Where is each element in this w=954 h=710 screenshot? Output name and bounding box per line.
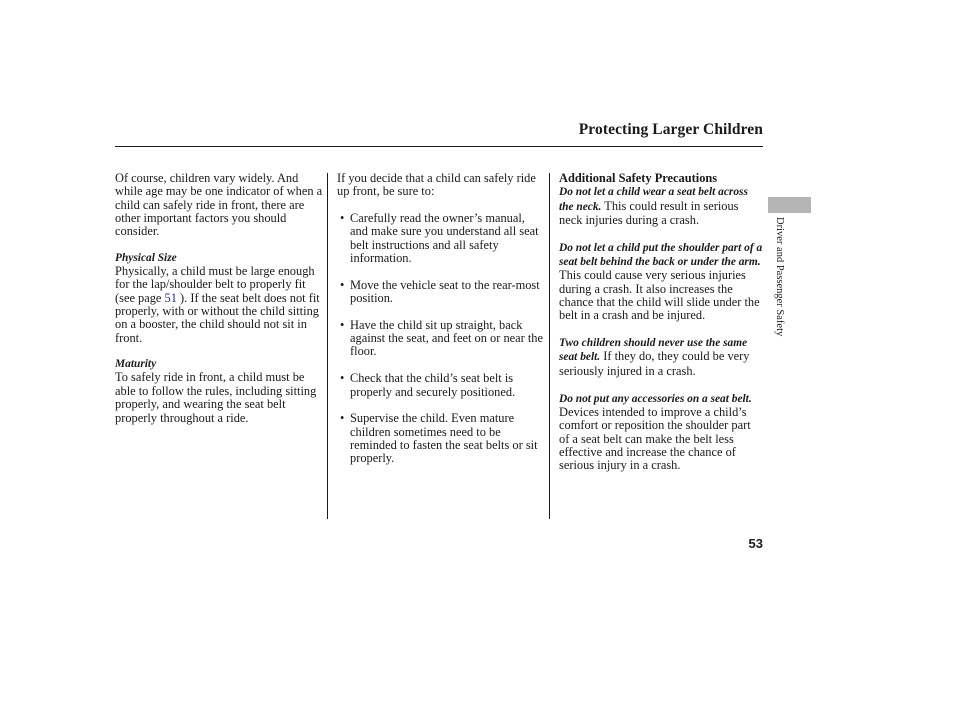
list-item: • Carefully read the owner’s manual, and make sure you understand all seat belt instructions and all safety information.	[337, 212, 544, 265]
list-item: • Check that the child’s seat belt is properly and securely positioned.	[337, 372, 544, 399]
precaution-text: This could cause very serious injuries during a crash. It also increases the chance that the child will slide under the belt in a crash and be injured.	[559, 268, 760, 323]
physical-size-text-end: ). If the seat belt does not fit properly, with or without the child sitting on a booster, the child should not sit in front.	[115, 290, 320, 345]
column-middle	[337, 172, 544, 466]
column-divider	[327, 173, 328, 519]
maturity-paragraph: To safely ride in front, a child must be able to follow the rules, including sitting properly, and wearing the seat belt properly throughout a ride.	[115, 370, 317, 425]
title-rule	[115, 146, 763, 147]
checklist	[337, 212, 544, 466]
front-seat-intro: If you decide that a child can safely ride up front, be sure to:	[337, 171, 536, 199]
precaution-lead: Do not let a child put the shoulder part of a seat belt behind the back or under the arm.	[559, 241, 763, 269]
section-side-label: Driver and Passenger Safety	[774, 217, 785, 337]
precaution-text: Devices intended to improve a child’s comfort or reposition the shoulder part of a seat belt can make the belt less effective and increase the chance of serious injury in a crash.	[559, 404, 751, 473]
maturity-heading: Maturity	[115, 358, 157, 371]
precaution-item	[559, 336, 763, 378]
precaution-lead: Do not let a child wear a seat belt across the neck.	[559, 186, 748, 213]
physical-size-text: Physically, a child must be large enough for the lap/shoulder belt to properly fit (see page	[115, 264, 315, 305]
list-item: • Supervise the child. Even mature children sometimes need to be reminded to fasten the seat belts or sit properly.	[337, 412, 544, 465]
section-tab-marker	[768, 197, 811, 213]
physical-size-heading: Physical Size	[115, 251, 177, 264]
precautions-heading: Additional Safety Precautions	[559, 171, 718, 185]
precaution-text: If they do, they could be very seriously injured in a crash.	[559, 349, 750, 378]
precaution-text: This could result in serious neck injuries during a crash.	[559, 198, 739, 228]
precaution-lead: Two children should never use the same seat belt.	[559, 337, 748, 364]
intro-paragraph: Of course, children vary widely. And while age may be one indicator of when a child can safely ride in front, there are other important factors you should consider.	[115, 171, 323, 239]
page-51-link[interactable]: 51	[164, 290, 177, 305]
list-item: • Move the vehicle seat to the rear-most position.	[337, 279, 544, 306]
physical-size-paragraph	[115, 265, 323, 345]
precaution-item	[559, 392, 763, 473]
precaution-lead: Do not put any accessories on a seat belt.	[559, 392, 752, 405]
column-right	[559, 172, 763, 473]
precaution-item	[559, 185, 763, 227]
precaution-item	[559, 241, 763, 323]
column-left	[115, 172, 323, 425]
page-title: Protecting Larger Children	[578, 121, 763, 138]
list-item: • Have the child sit up straight, back against the seat, and feet on or near the floor.	[337, 319, 544, 359]
column-divider	[549, 173, 550, 519]
page-number: 53	[748, 536, 763, 551]
